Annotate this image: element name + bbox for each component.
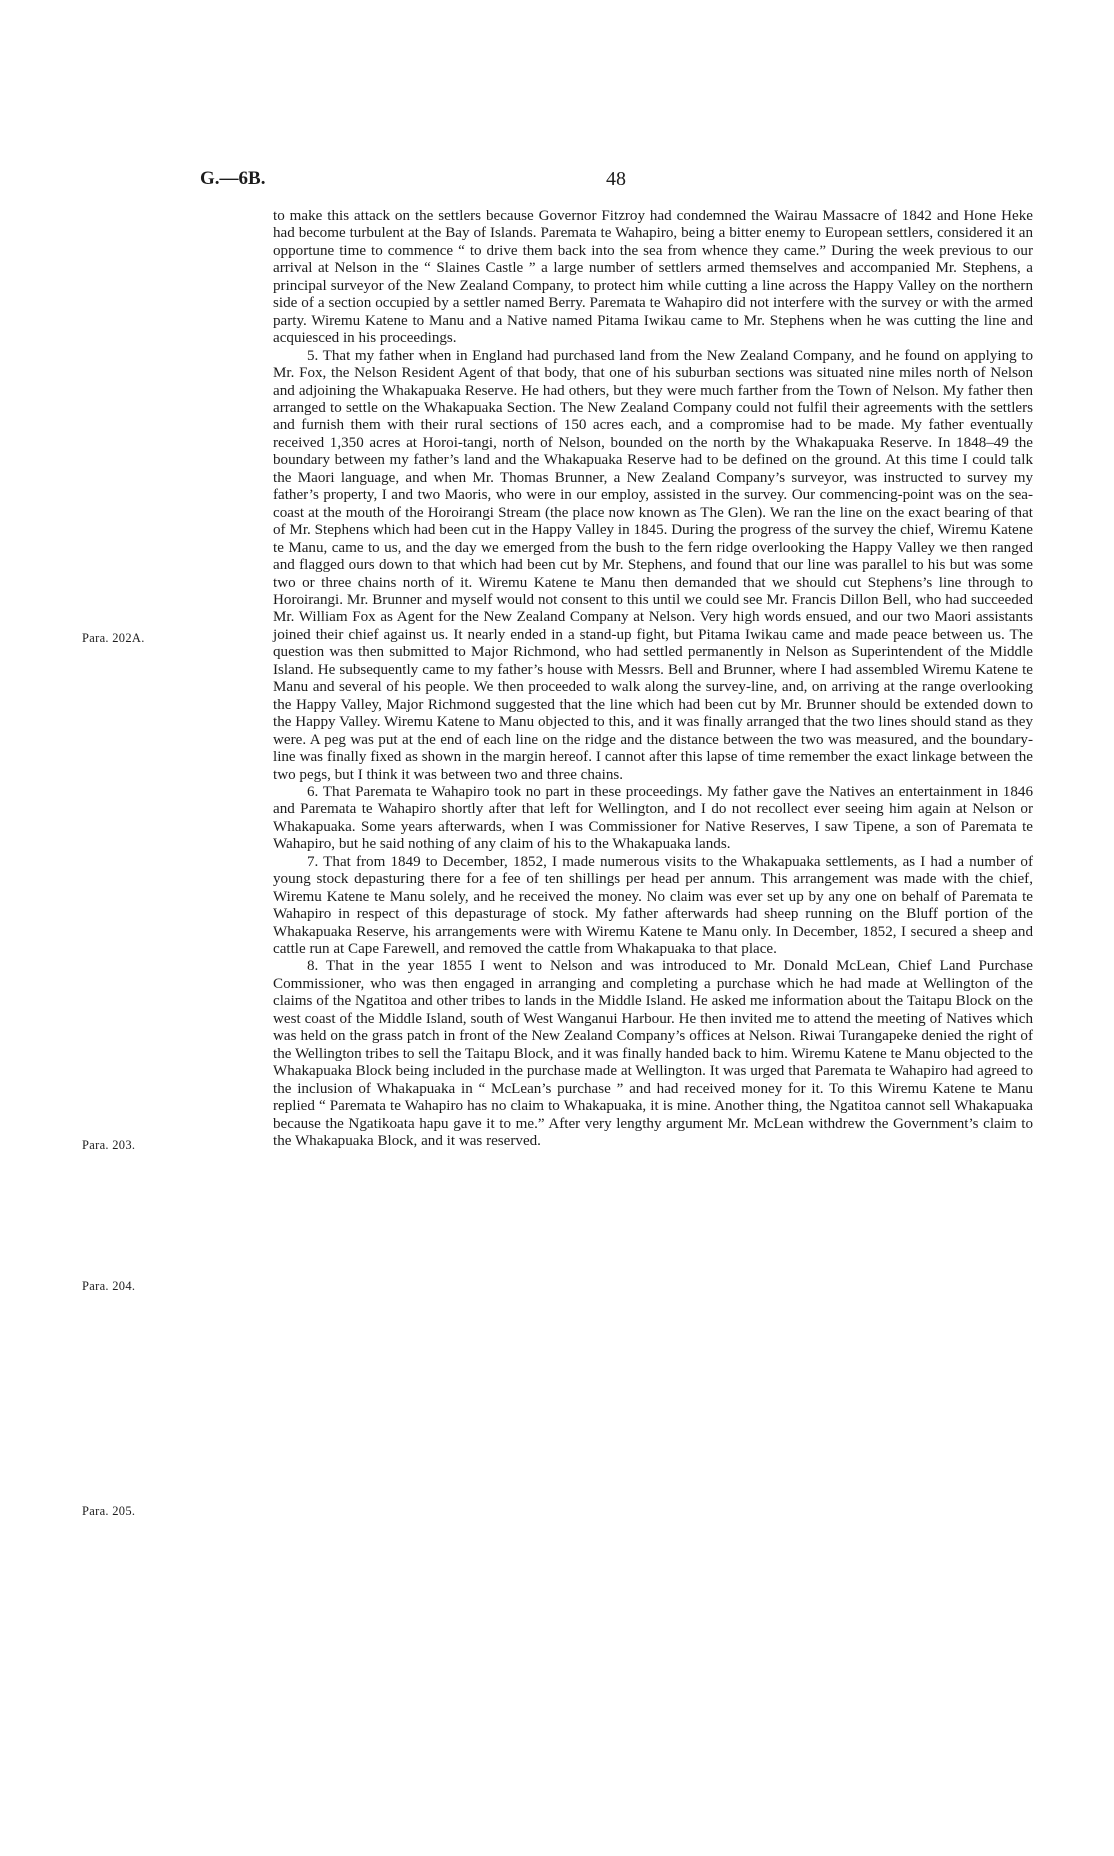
margin-note-para-202a: Para. 202A.: [82, 631, 145, 645]
paragraph-7: 7. That from 1849 to December, 1852, I made numerous visits to the Whakapuaka settlements, as I had a number of young stock depasturing there for a fee of ten shillings per head per annum. This arrangement was made with the chief, Wiremu Katene te Manu solely, and he received the money. No claim was ever set up by any one on behalf of Paremata te Wahapiro in respect of this depasturage of stock. My father afterwards had sheep running on the Bluff portion of the Whakapuaka Reserve, his arrangements were with Wiremu Katene te Manu only. In December, 1852, I secured a sheep and cattle run at Cape Farewell, and removed the cattle from Whakapuaka to that place.: [273, 853, 1033, 958]
paragraph-5: 5. That my father when in England had purchased land from the New Zealand Company, and he found on applying to Mr. Fox, the Nelson Resident Agent of that body, that one of his suburban sections was situated nine miles north of Nelson and adjoining the Whakapuaka Reserve. He had others, but they were much farther from the Town of Nelson. My father then arranged to settle on the Whakapuaka Section. The New Zealand Company could not fulfil their agreements with the settlers and furnish them with their rural sections of 150 acres each, and a compromise had to be made. My father eventually received 1,350 acres at Horoi-tangi, north of Nelson, bounded on the north by the Whakapuaka Reserve. In 1848–49 the boundary between my father’s land and the Whakapuaka Reserve had to be defined on the ground. At this time I could talk the Maori language, and when Mr. Thomas Brunner, a New Zealand Company’s surveyor, was instructed to survey my father’s property, I and two Maoris, who were in our employ, assisted in the survey. Our commencing-point was on the sea-coast at the mouth of the Horoirangi Stream (the place now known as The Glen). We ran the line on the exact bearing of that of Mr. Stephens which had been cut in the Happy Valley in 1845. During the progress of the survey the chief, Wiremu Katene te Manu, came to us, and the day we emerged from the bush to the fern ridge overlooking the Happy Valley we then ranged and flagged ours down to that which had been cut by Mr. Stephens, and found that our line was parallel to his but was some two or three chains north of it. Wiremu Katene te Manu then demanded that we should cut Stephens’s line through to Horoirangi. Mr. Brunner and myself would not consent to this until we could see Mr. Francis Dillon Bell, who had succeeded Mr. William Fox as Agent for the New Zealand Company at Nelson. Very high words ensued, and our two Maori assistants joined their chief against us. It nearly ended in a stand-up fight, but Pitama Iwikau came and made peace between us. The question was then submitted to Major Richmond, who had settled permanently in Nelson as Superintendent of the Middle Island. He subsequently came to my father’s house with Messrs. Bell and Brunner, where I had assembled Wiremu Katene te Manu and several of his people. We then proceeded to walk along the survey-line, and, on arriving at the range overlooking the Happy Valley, Major Richmond suggested that the line which had been cut by Mr. Brunner should be extended down to the Happy Valley. Wiremu Katene to Manu objected to this, and it was finally arranged that the two lines should stand as they were. A peg was put at the end of each line on the ridge and the distance between the two was measured, and the boundary-line was finally fixed as shown in the margin hereof. I cannot after this lapse of time remember the exact linkage between the two pegs, but I think it was between two and three chains.: [273, 347, 1033, 783]
body-text: [273, 208, 1033, 1150]
margin-note-para-204: Para. 204.: [82, 1279, 136, 1293]
paragraph-8: 8. That in the year 1855 I went to Nelson and was introduced to Mr. Donald McLean, Chief Land Purchase Commissioner, who was then engaged in arranging and completing a purchase which he had made at Wellington of the claims of the Ngatitoa and other tribes to lands in the Middle Island. He asked me information about the Taitapu Block on the west coast of the Middle Island, south of West Wanganui Harbour. He then invited me to attend the meeting of Natives which was held on the grass patch in front of the New Zealand Company’s offices at Nelson. Riwai Turangapeke denied the right of the Wellington tribes to sell the Taitapu Block, and it was finally handed back to him. Wiremu Katene te Manu objected to the Whakapuaka Block being included in the purchase made at Wellington. It was urged that Paremata te Wahapiro had agreed to the inclusion of Whakapuaka in “ McLean’s purchase ” and had received money for it. To this Wiremu Katene te Manu replied “ Paremata te Wahapiro has no claim to Whakapuaka, it is mine. Another thing, the Ngatitoa cannot sell Whakapuaka because the Ngatikoata hapu gave it to me.” After very lengthy argument Mr. McLean withdrew the Government’s claim to the Whakapuaka Block, and it was reserved.: [273, 958, 1034, 1150]
margin-note-para-203: Para. 203.: [82, 1138, 136, 1152]
paragraph-continuation: to make this attack on the settlers because Governor Fitzroy had condemned the Wairau Massacre of 1842 and Hone Heke had become turbulent at the Bay of Islands. Paremata te Wahapiro, being a bitter enemy to European settlers, considered it an opportune time to commence “ to drive them back into the sea from whence they came.” During the week previous to our arrival at Nelson in the “ Slaines Castle ” a large number of settlers armed themselves and accompanied Mr. Stephens, a principal surveyor of the New Zealand Company, to protect him while cutting a line across the Happy Valley on the northern side of a section occupied by a settler named Berry. Paremata te Wahapiro did not interfere with the survey or with the armed party. Wiremu Katene to Manu and a Native named Pitama Iwikau came to Mr. Stephens when he was cutting the line and acquiesced in his proceedings.: [273, 208, 1033, 347]
series-code: G.—6B.: [200, 168, 266, 189]
paragraph-6: 6. That Paremata te Wahapiro took no part in these proceedings. My father gave the Natives an entertainment in 1846 and Paremata te Wahapiro shortly after that left for Wellington, and I do not recollect ever seeing him again at Nelson or Whakapuaka. Some years afterwards, when I was Commissioner for Native Reserves, I saw Tipene, a son of Paremata te Wahapiro, but he said nothing of any claim of his to the Whakapuaka lands.: [273, 783, 1033, 853]
page-number: 48: [606, 168, 626, 190]
margin-note-para-205: Para. 205.: [82, 1504, 136, 1518]
